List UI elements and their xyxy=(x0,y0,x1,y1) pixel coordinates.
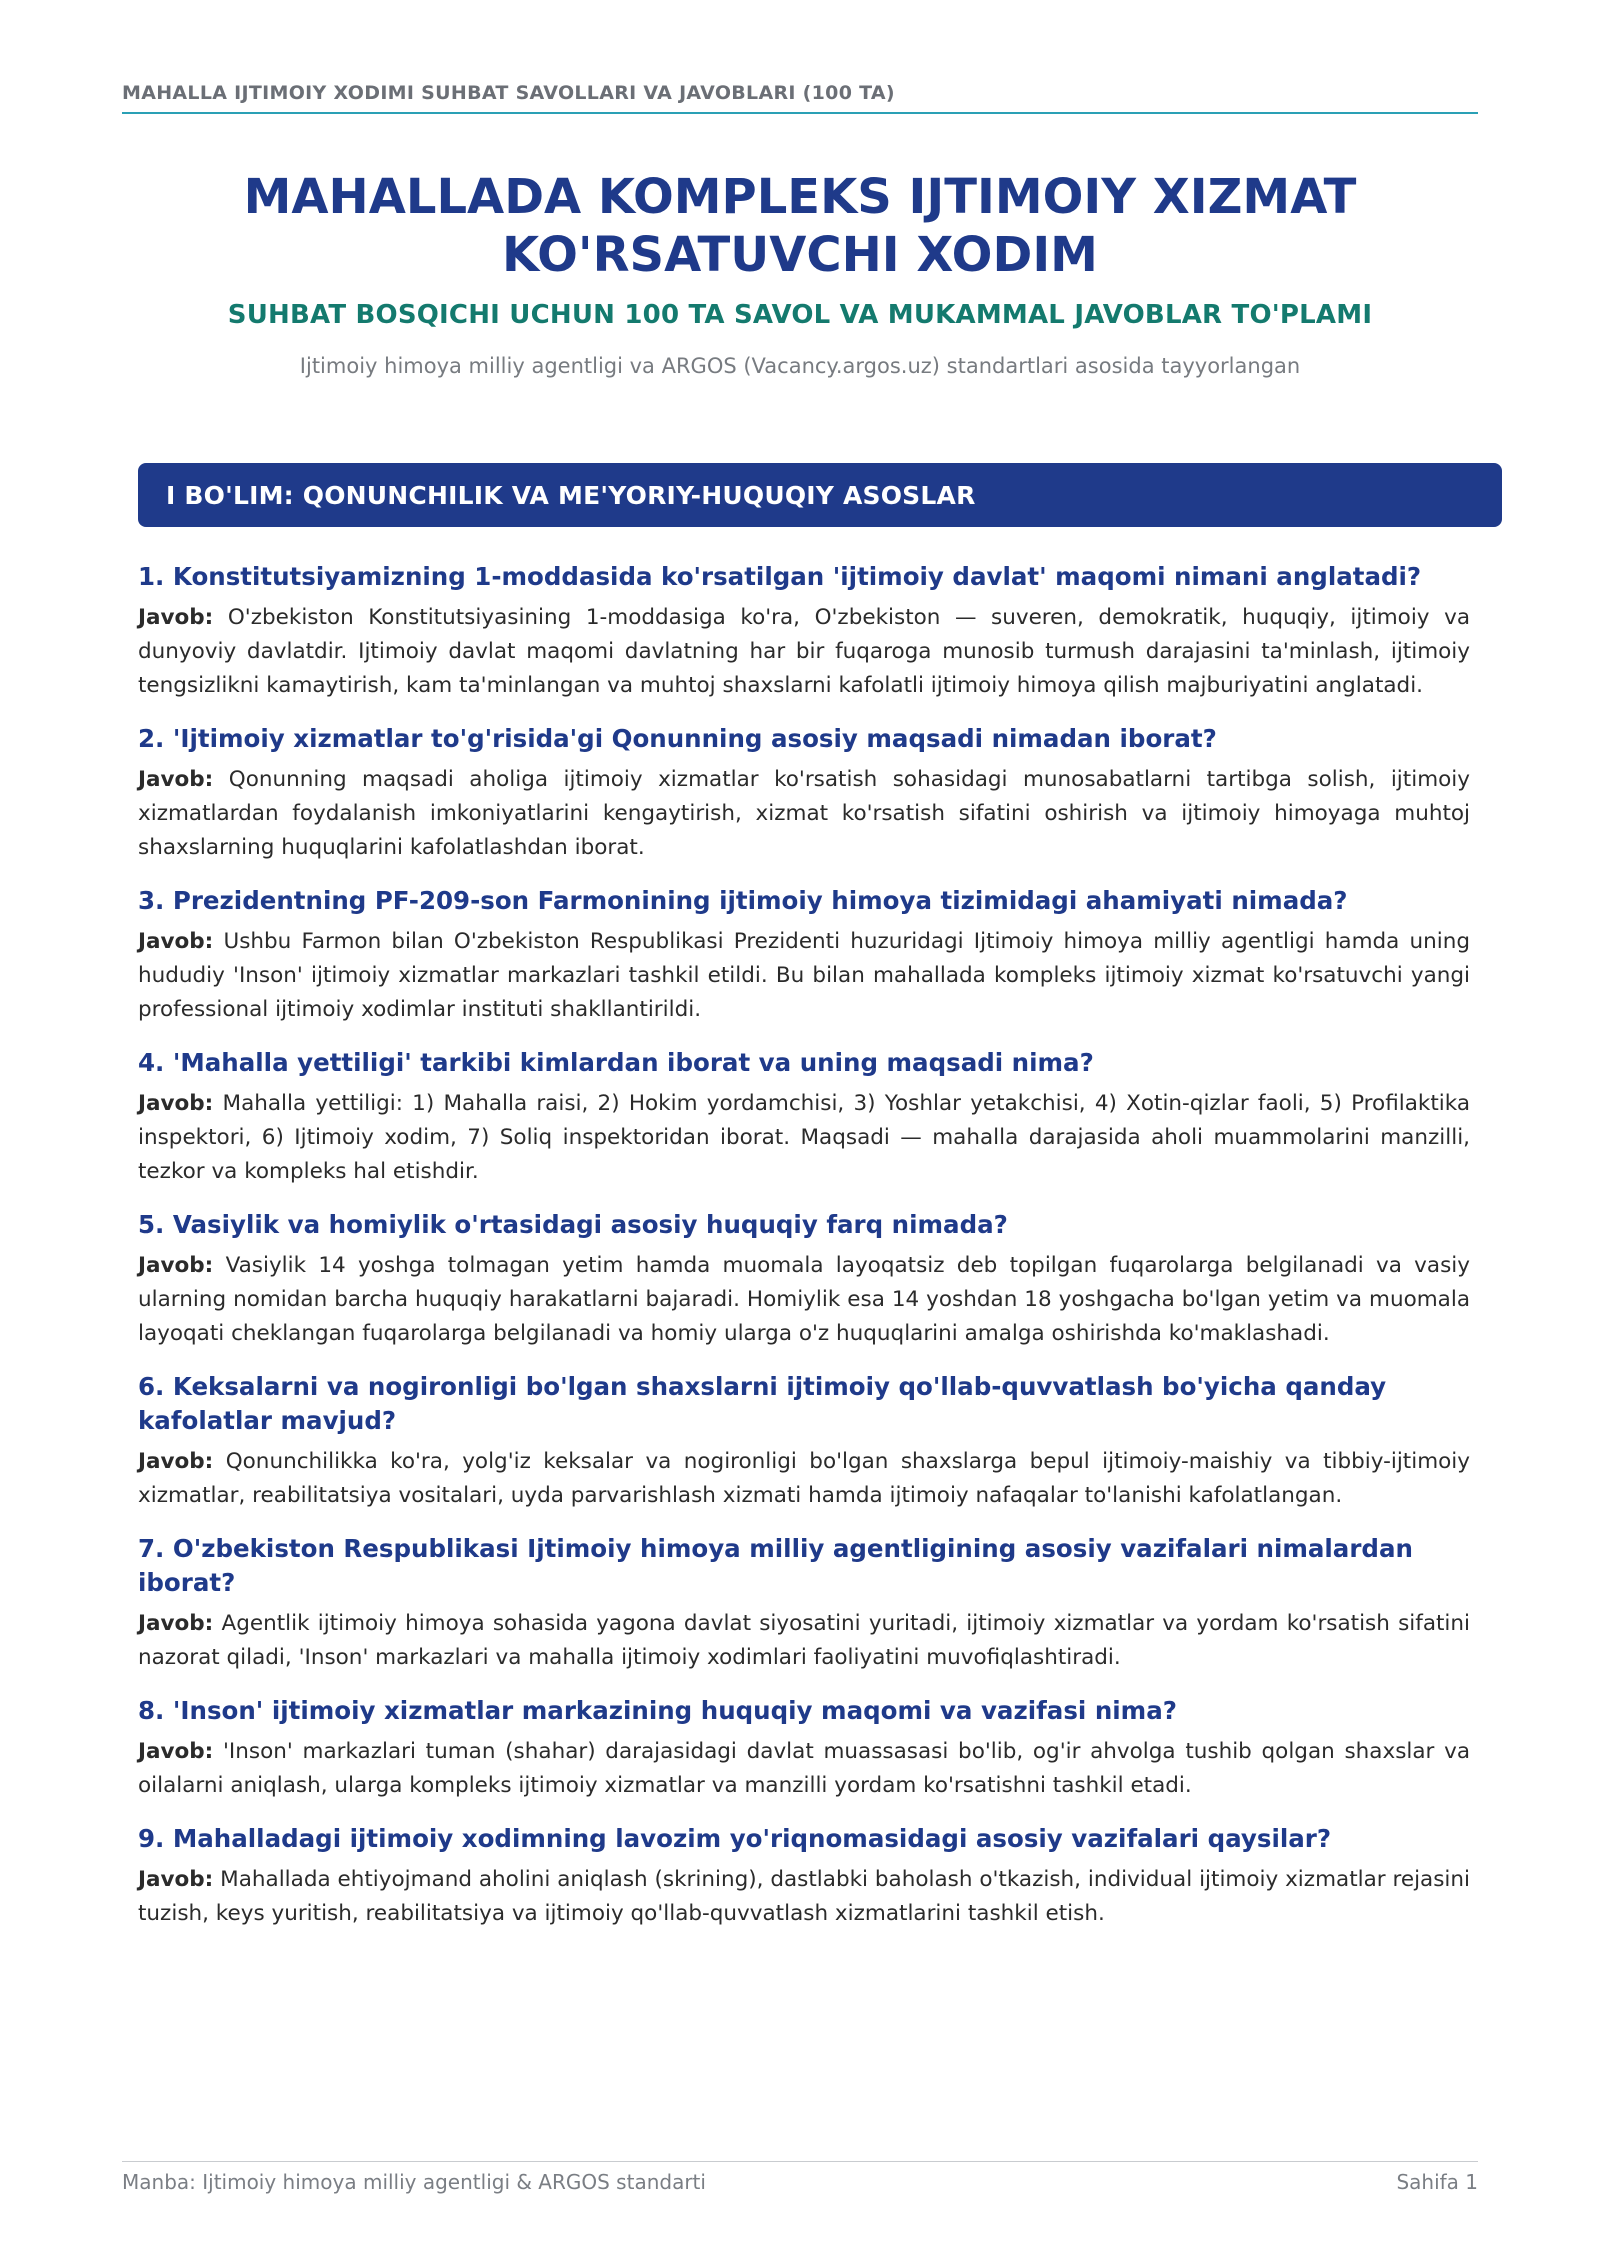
question: 2. 'Ijtimoiy xizmatlar to'g'risida'gi Qonunning asosiy maqsadi nimadan iborat? xyxy=(138,724,1217,753)
question: 1. Konstitutsiyamizning 1-moddasida ko'rsatilgan 'ijtimoiy davlat' maqomi nimani anglatadi? xyxy=(138,562,1422,591)
answer xyxy=(138,1445,1470,1513)
source-line: Ijtimoiy himoya milliy agentligi va ARGOS (Vacancy.argos.uz) standartlari asosida tayyorlangan xyxy=(299,354,1301,378)
answer-label: Javob: xyxy=(138,1253,214,1278)
answer-text: Mahallada ehtiyojmand aholini aniqlash (skrining), dastlabki baholash o'tkazish, individual ijtimoiy xizmatlar rejasini tuzish, keys yuritish, reabilitatsiya va ijtimoiy qo'llab-quvvatlash xizmatlarini tashkil etish. xyxy=(138,1867,1470,1926)
answer xyxy=(138,601,1470,703)
answer xyxy=(138,1735,1470,1803)
answer-label: Javob: xyxy=(138,1611,214,1636)
answer xyxy=(138,1249,1470,1351)
qa-item xyxy=(138,1822,1470,1931)
question: 3. Prezidentning PF-209-son Farmonining ijtimoiy himoya tizimidagi ahamiyati nimada? xyxy=(138,886,1348,915)
question: 4. 'Mahalla yettiligi' tarkibi kimlardan iborat va uning maqsadi nima? xyxy=(138,1048,1094,1077)
qa-list xyxy=(138,560,1470,1950)
answer-text: O'zbekiston Konstitutsiyasining 1-moddasiga ko'ra, O'zbekiston — suveren, demokratik, huquqiy, ijtimoiy va dunyoviy davlatdir. Ijtimoiy davlat maqomi davlatning har bir fuqaroga munosib turmush darajasini ta'minlash, ijtimoiy tengsizlikni kamaytirish, kam ta'minlangan va muhtoj shaxslarni kafolatli ijtimoiy himoya qilish majburiyatini anglatadi. xyxy=(138,605,1470,698)
answer xyxy=(138,925,1470,1027)
qa-item xyxy=(138,1208,1470,1351)
answer-text: Ushbu Farmon bilan O'zbekiston Respublikasi Prezidenti huzuridagi Ijtimoiy himoya milliy agentligi hamda uning hududiy 'Inson' ijtimoiy xizmatlar markazlari tashkil etildi. Bu bilan mahallada kompleks ijtimoiy xizmat ko'rsatuvchi yangi professional ijtimoiy xodimlar instituti shakllantirildi. xyxy=(138,929,1470,1022)
page-number: Sahifa 1 xyxy=(1396,2170,1478,2194)
answer-label: Javob: xyxy=(138,929,214,954)
answer xyxy=(138,1087,1470,1189)
footer-source: Manba: Ijtimoiy himoya milliy agentligi & ARGOS standarti xyxy=(122,2170,706,2194)
answer-text: Agentlik ijtimoiy himoya sohasida yagona davlat siyosatini yuritadi, ijtimoiy xizmatlar va yordam ko'rsatish sifatini nazorat qiladi, 'Inson' markazlari va mahalla ijtimoiy xodimlari faoliyatini muvofiqlashtiradi. xyxy=(138,1611,1471,1670)
question: 7. O'zbekiston Respublikasi Ijtimoiy himoya milliy agentligining asosiy vazifalari nimalardan iborat? xyxy=(138,1534,1413,1597)
document-title xyxy=(122,168,1478,284)
answer-label: Javob: xyxy=(138,1739,214,1764)
document-title-line-2: KO'RSATUVCHI XODIM xyxy=(502,227,1098,283)
answer-label: Javob: xyxy=(138,1867,214,1892)
running-footer xyxy=(122,2161,1478,2194)
answer-label: Javob: xyxy=(138,767,214,792)
answer-text: Qonunning maqsadi aholiga ijtimoiy xizmatlar ko'rsatish sohasidagi munosabatlarni tartibga solish, ijtimoiy xizmatlardan foydalanish imkoniyatlarini kengaytirish, xizmat ko'rsatish sifatini oshirish va ijtimoiy himoyaga muhtoj shaxslarning huquqlarini kafolatlashdan iborat. xyxy=(138,767,1470,860)
question: 9. Mahalladagi ijtimoiy xodimning lavozim yo'riqnomasidagi asosiy vazifalari qaysilar? xyxy=(138,1824,1332,1853)
answer-text: Qonunchilikka ko'ra, yolg'iz keksalar va nogironligi bo'lgan shaxslarga bepul ijtimoiy-maishiy va tibbiy-ijtimoiy xizmatlar, reabilitatsiya vositalari, uyda parvarishlash xizmati hamda ijtimoiy nafaqalar to'lanishi kafolatlangan. xyxy=(138,1449,1470,1508)
answer-text: 'Inson' markazlari tuman (shahar) darajasidagi davlat muassasasi bo'lib, og'ir ahvolga tushib qolgan shaxslar va oilalarni aniqlash, ularga kompleks ijtimoiy xizmatlar va manzilli yordam ko'rsatishni tashkil etadi. xyxy=(138,1739,1470,1798)
qa-item xyxy=(138,884,1470,1027)
answer-text: Vasiylik 14 yoshga tolmagan yetim hamda muomala layoqatsiz deb topilgan fuqarolarga belgilanadi va vasiy ularning nomidan barcha huquqiy harakatlarni bajaradi. Homiylik esa 14 yoshdan 18 yoshgacha bo'lgan yetim va muomala layoqati cheklangan fuqarolarga belgilanadi va homiy ularga o'z huquqlarini amalga oshirishda ko'maklashadi. xyxy=(138,1253,1470,1346)
answer-text: Mahalla yettiligi: 1) Mahalla raisi, 2) Hokim yordamchisi, 3) Yoshlar yetakchisi, 4) Xotin-qizlar faoli, 5) Profilaktika inspektori, 6) Ijtimoiy xodim, 7) Soliq inspektoridan iborat. Maqsadi — mahalla darajasida aholi muammolarini manzilli, tezkor va kompleks hal etishdir. xyxy=(138,1091,1470,1184)
question: 5. Vasiylik va homiylik o'rtasidagi asosiy huquqiy farq nimada? xyxy=(138,1210,1008,1239)
qa-item xyxy=(138,1532,1470,1675)
qa-item xyxy=(138,1370,1470,1513)
question: 6. Keksalarni va nogironligi bo'lgan shaxslarni ijtimoiy qo'llab-quvvatlash bo'yicha qanday kafolatlar mavjud? xyxy=(138,1372,1387,1435)
answer xyxy=(138,763,1470,865)
answer-label: Javob: xyxy=(138,1091,214,1116)
section-heading: I BO'LIM: QONUNCHILIK VA ME'YORIY-HUQUQIY ASOSLAR xyxy=(166,480,976,510)
answer xyxy=(138,1863,1470,1931)
section-heading-banner xyxy=(138,463,1502,527)
document-subtitle: SUHBAT BOSQICHI UCHUN 100 TA SAVOL VA MUKAMMAL JAVOBLAR TO'PLAMI xyxy=(227,300,1373,330)
answer-label: Javob: xyxy=(138,605,214,630)
running-header: MAHALLA IJTIMOIY XODIMI SUHBAT SAVOLLARI VA JAVOBLARI (100 TA) xyxy=(122,82,1478,114)
answer-label: Javob: xyxy=(138,1449,214,1474)
title-block xyxy=(122,168,1478,378)
document-title-line-1: MAHALLADA KOMPLEKS IJTIMOIY XIZMAT xyxy=(243,169,1357,225)
question: 8. 'Inson' ijtimoiy xizmatlar markazining huquqiy maqomi va vazifasi nima? xyxy=(138,1696,1177,1725)
qa-item xyxy=(138,1694,1470,1803)
qa-item xyxy=(138,722,1470,865)
answer xyxy=(138,1607,1470,1675)
qa-item xyxy=(138,560,1470,703)
qa-item xyxy=(138,1046,1470,1189)
